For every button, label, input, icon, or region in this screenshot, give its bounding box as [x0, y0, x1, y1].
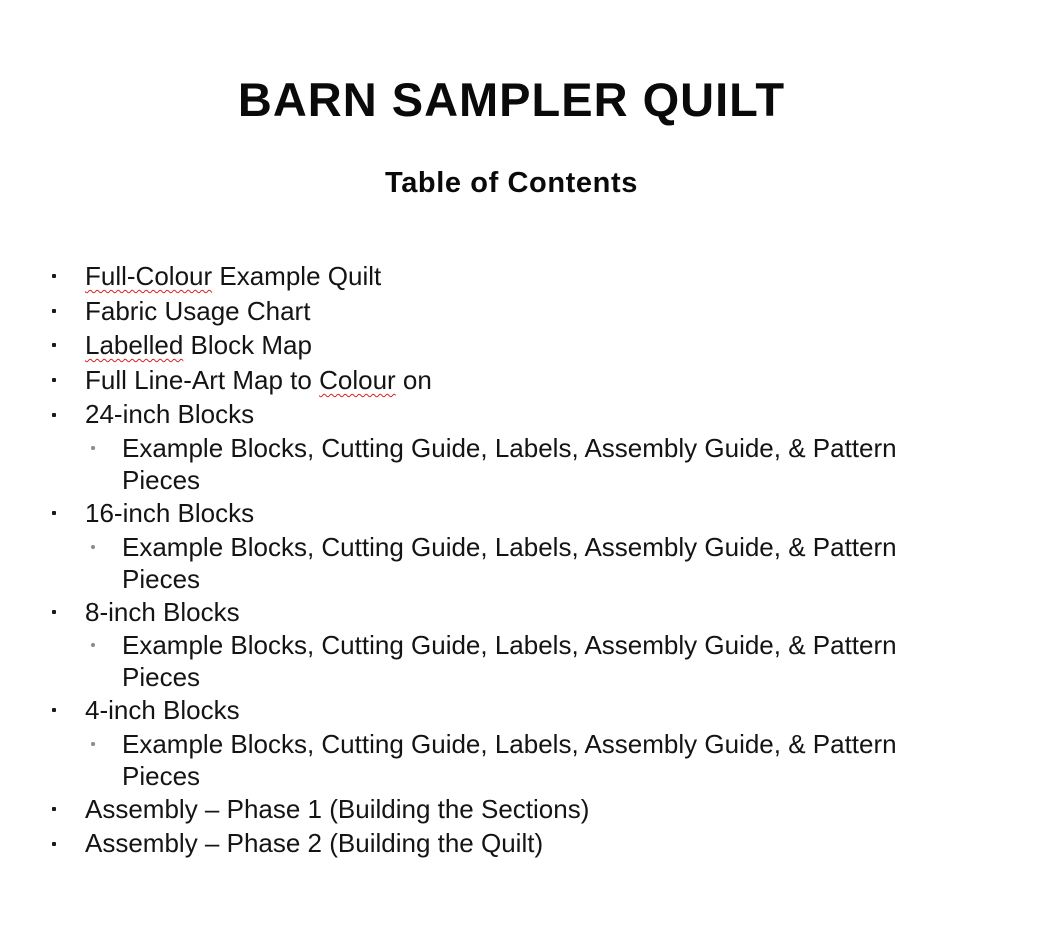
toc-item-assembly-phase-2: [0, 826, 1000, 861]
toc-item-fabric-usage-chart: [0, 294, 1000, 329]
toc-sub-list: [85, 432, 1000, 496]
toc-item-label: Full Line-Art Map to: [85, 364, 320, 395]
toc-sub-item-label: Example Blocks, Cutting Guide, Labels, Assembly Guide, & Pattern Pieces: [122, 630, 897, 693]
sub-bullet-icon: [89, 629, 97, 661]
bullet-icon: [50, 397, 58, 432]
toc-item-label: 8-inch Blocks: [85, 596, 240, 627]
bullet-icon: [50, 595, 58, 630]
toc-item-label: Assembly – Phase 1 (Building the Sections): [85, 793, 590, 824]
toc-item-line-art-map: [0, 363, 1000, 398]
bullet-icon: [50, 496, 58, 531]
toc-item-label: Fabric Usage Chart: [85, 295, 311, 326]
toc-item-full-colour-example-quilt: [0, 259, 1000, 294]
table-of-contents-list: [0, 259, 1000, 861]
toc-sub-list: [85, 531, 1000, 595]
toc-sub-item-label: Example Blocks, Cutting Guide, Labels, Assembly Guide, & Pattern Pieces: [122, 728, 897, 791]
spellcheck-flagged-word: Colour: [319, 364, 396, 395]
toc-item-label: Example Quilt: [212, 261, 382, 291]
toc-item-8-inch-blocks: [0, 595, 1000, 694]
toc-item-label: Assembly – Phase 2 (Building the Quilt): [85, 828, 544, 859]
spellcheck-flagged-word: Labelled: [85, 330, 184, 361]
toc-sub-item: [85, 531, 962, 595]
toc-item-label: 24-inch Blocks: [85, 399, 255, 430]
toc-item-assembly-phase-1: [0, 792, 1000, 827]
sub-bullet-icon: [89, 432, 97, 464]
toc-item-24-inch-blocks: [0, 397, 1000, 496]
toc-item-label: 16-inch Blocks: [85, 497, 255, 528]
toc-item-4-inch-blocks: [0, 693, 1000, 792]
bullet-icon: [50, 826, 58, 861]
toc-sub-item: [85, 629, 962, 693]
bullet-icon: [50, 328, 58, 363]
toc-item-16-inch-blocks: [0, 496, 1000, 595]
bullet-icon: [50, 363, 58, 398]
toc-item-label: on: [395, 364, 432, 395]
toc-sub-list: [85, 728, 1000, 792]
toc-sub-item: [85, 728, 962, 792]
toc-sub-item-label: Example Blocks, Cutting Guide, Labels, Assembly Guide, & Pattern Pieces: [122, 432, 897, 495]
spellcheck-flagged-word: Full-Colour: [85, 261, 213, 291]
bullet-icon: [50, 792, 58, 827]
bullet-icon: [50, 259, 58, 294]
toc-sub-item-label: Example Blocks, Cutting Guide, Labels, Assembly Guide, & Pattern Pieces: [122, 531, 897, 594]
toc-sub-list: [85, 629, 1000, 693]
toc-item-label: Block Map: [183, 330, 312, 361]
toc-item-label: 4-inch Blocks: [85, 695, 240, 726]
sub-bullet-icon: [89, 728, 97, 760]
toc-item-labelled-block-map: [0, 328, 1000, 363]
toc-sub-item: [85, 432, 962, 496]
document-title: BARN SAMPLER QUILT: [237, 73, 786, 126]
bullet-icon: [50, 693, 58, 728]
bullet-icon: [50, 294, 58, 329]
sub-bullet-icon: [89, 531, 97, 563]
toc-heading: Table of Contents: [385, 167, 638, 199]
